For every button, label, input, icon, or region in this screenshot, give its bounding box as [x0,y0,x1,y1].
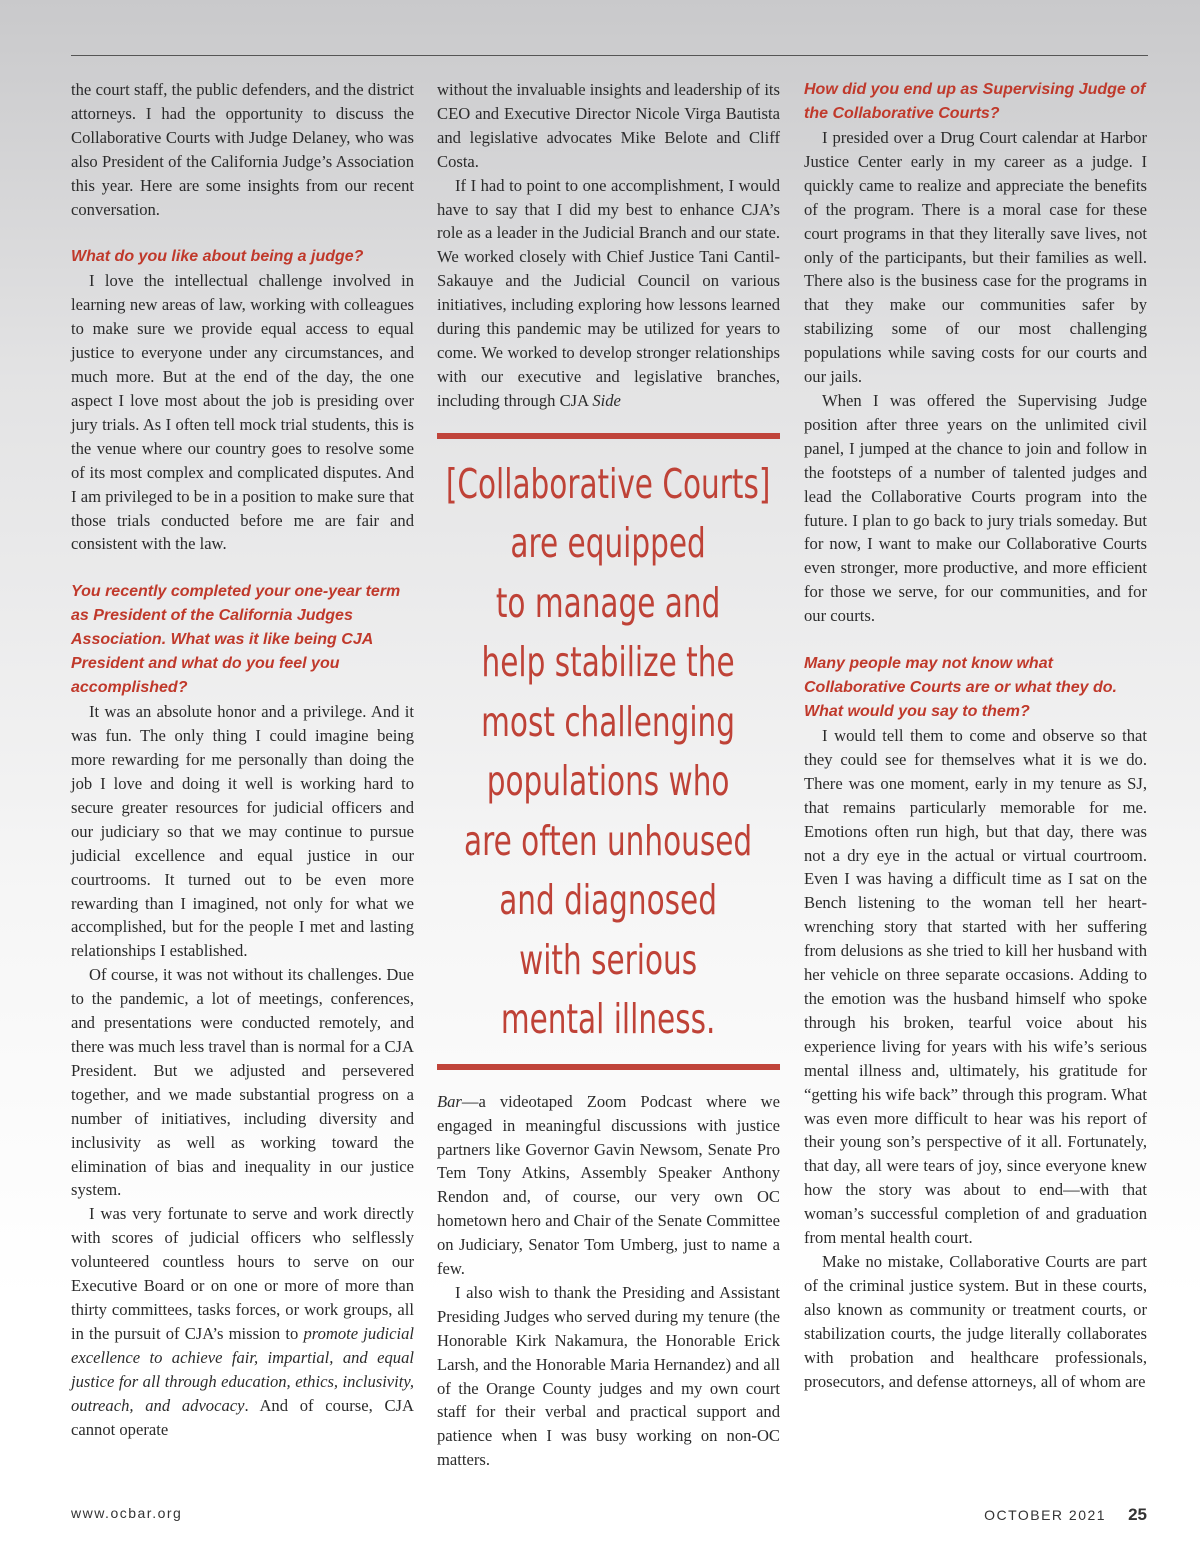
paragraph: I presided over a Drug Court calendar at Harbor Justice Center early in my career as a judge. I quickly came to realize and appreciate the benefits of the program. There is a moral case for these court programs in that they literally save lives, not only of the participants, but their families as well. There also is the business case for the programs in that they make our communities safer by stabilizing some of our most challenging populations while saving costs for our courts and our jails. [804,128,1147,387]
paragraph-text: If I had to point to one accomplishment, I would have to say that I did my best to enhance CJA’s role as a leader in the Judicial Branch and our state. We worked closely with Chief Justice Tani Cantil-Sakauye and the Judicial Council on various initiatives, including exploring how lessons learned during this pandemic may be utilized for years to come. We worked to develop stronger relationships with our executive and legislative branches, including through CJA [437,175,780,410]
footer-website[interactable]: www.ocbar.org [71,1505,183,1521]
pull-quote [437,433,780,1070]
article-column-3 [804,78,1147,1393]
pull-quote-text: [Collaborative Courts] are equipped to manage and help stabilize the most challenging populations who are often unhoused and diagnosed with serious mental illness. [446,459,771,1044]
paragraph: Of course, it was not without its challenges. Due to the pandemic, a lot of meetings, conferences, and presentations were conducted remotely, and there was much less travel than is normal for a CJA President. But we adjusted and persevered together, and we made substantial progress on a number of initiatives, including diversity and inclusivity as well as working toward the elimination of bias and inequality in our justice system. [71,965,414,1200]
paragraph: When I was offered the Supervising Judge position after three years on the unlimited civil panel, I jumped at the chance to join and follow in the footsteps of a number of talented judges and lead the Collaborative Courts program into the future. I plan to go back to jury trials someday. But for now, I want to make our Collaborative Courts even stronger, more productive, and more efficient for those we serve, for our communities, and for our courts. [804,390,1147,626]
paragraph: I love the intellectual challenge involved in learning new areas of law, working with colleagues to make sure we provide equal access to equal justice to everyone under any circumstances, and much more. But at the end of the day, the one aspect I love most about the job is presiding over jury trials. As I often tell mock trial students, this is the venue where our country goes to resolve some of its most complex and complicated disputes. And I am privileged to be in a position to make sure that those trials conducted before me are fair and consistent with the law. [71,271,414,554]
paragraph-text: —a videotaped Zoom Podcast where we engaged in meaningful discussions with justice partners like Governor Gavin Newsom, Senate Pro Tem Tony Atkins, Assembly Speaker Anthony Rendon and, of course, our very own OC hometown hero and Chair of the Senate Committee on Judiciary, Senator Tom Umberg, just to name a few. [437,1091,780,1279]
italic-text: Side [592,390,621,410]
article-column-2 [437,78,780,1472]
footer-issue-date: OCTOBER 2021 [984,1507,1107,1523]
footer-right [984,1505,1147,1525]
paragraph: It was an absolute honor and a privilege. And it was fun. The only thing I could imagine being more rewarding for me personally than doing the job I love and doing it well is working hard to secure greater resources for judicial officers and our judiciary so that we may continue to pursue judicial excellence and equal justice in our courtrooms. It turned out to be even more rewarding than I imagined, not only for what we accomplished, but for the people I met and lasting relationships I established. [71,702,414,961]
paragraph-text: . And of course, CJA cannot operate [71,1395,414,1439]
interview-question: What do you like about being a judge? [71,248,364,266]
paragraph [437,1090,780,1281]
article-column-1 [71,78,414,1441]
top-rule [71,55,1148,56]
paragraph [437,174,780,413]
page-number: 25 [1128,1505,1147,1524]
paragraph: I would tell them to come and observe so that they could see for themselves what it is we do. There was one moment, early in my tenure as SJ, that remains particularly memorable for me. Emotions often run high, but that day, there was not a dry eye in the actual or virtual courtroom. Even I was having a difficult time as I sat on the Bench listening to the woman tell her heart-wrenching story that started with her suffering from delusions as she tried to kill her husband with her vehicle on three separate occasions. Adding to the emotion was the husband himself who spoke through his broken, tearful voice about his experience living for years with his wife’s serious mental illness and, ultimately, his gratitude for “getting his wife back” through this program. What was even more difficult to hear was his report of their young son’s perspective of it all. Fortunately, that day, all were tears of joy, since everyone knew how the story was about to end—with that woman’s successful completion of and graduation from mental health court. [804,726,1147,1248]
interview-question: You recently completed your one-year term as President of the California Judges Association. What was it like being CJA President and what do you feel you accomplished? [71,583,401,697]
paragraph: without the invaluable insights and leadership of its CEO and Executive Director Nicole Virga Bautista and legislative advocates Mike Belote and Cliff Costa. [437,80,780,171]
interview-question: Many people may not know what Collaborative Courts are or what they do. What would you say to them? [804,655,1117,721]
interview-question: How did you end up as Supervising Judge of the Collaborative Courts? [804,81,1146,122]
cja-mission-text: promote judicial excellence to achieve fair, impartial, and equal justice for all through education, ethics, inclusivity, outreach, and advocacy [71,1323,414,1415]
paragraph-text: I was very fortunate to serve and work directly with scores of judicial officers who selflessly volunteered countless hours to serve on our Executive Board or on one or more of more than thirty committees, tasks forces, or work groups, all in the pursuit of CJA’s mission to [71,1204,414,1343]
paragraph: the court staff, the public defenders, and the district attorneys. I had the opportunity to discuss the Collaborative Courts with Judge Delaney, who was also President of the California Judge’s Association this year. Here are some insights from our recent conversation. [71,80,414,219]
italic-text: Bar [437,1091,462,1111]
paragraph: I also wish to thank the Presiding and Assistant Presiding Judges who served during my tenure (the Honorable Kirk Nakamura, the Honorable Erick Larsh, and the Honorable Maria Hernandez) and all of the Orange County judges and my own court staff for their verbal and practical support and patience when I was busy working on non-OC matters. [437,1282,780,1470]
paragraph [71,1202,414,1441]
paragraph: Make no mistake, Collaborative Courts are part of the criminal justice system. But in these courts, also known as community or treatment courts, or stabilization courts, the judge literally collaborates with probation and healthcare professionals, prosecutors, and defense attorneys, all of whom are [804,1251,1147,1391]
